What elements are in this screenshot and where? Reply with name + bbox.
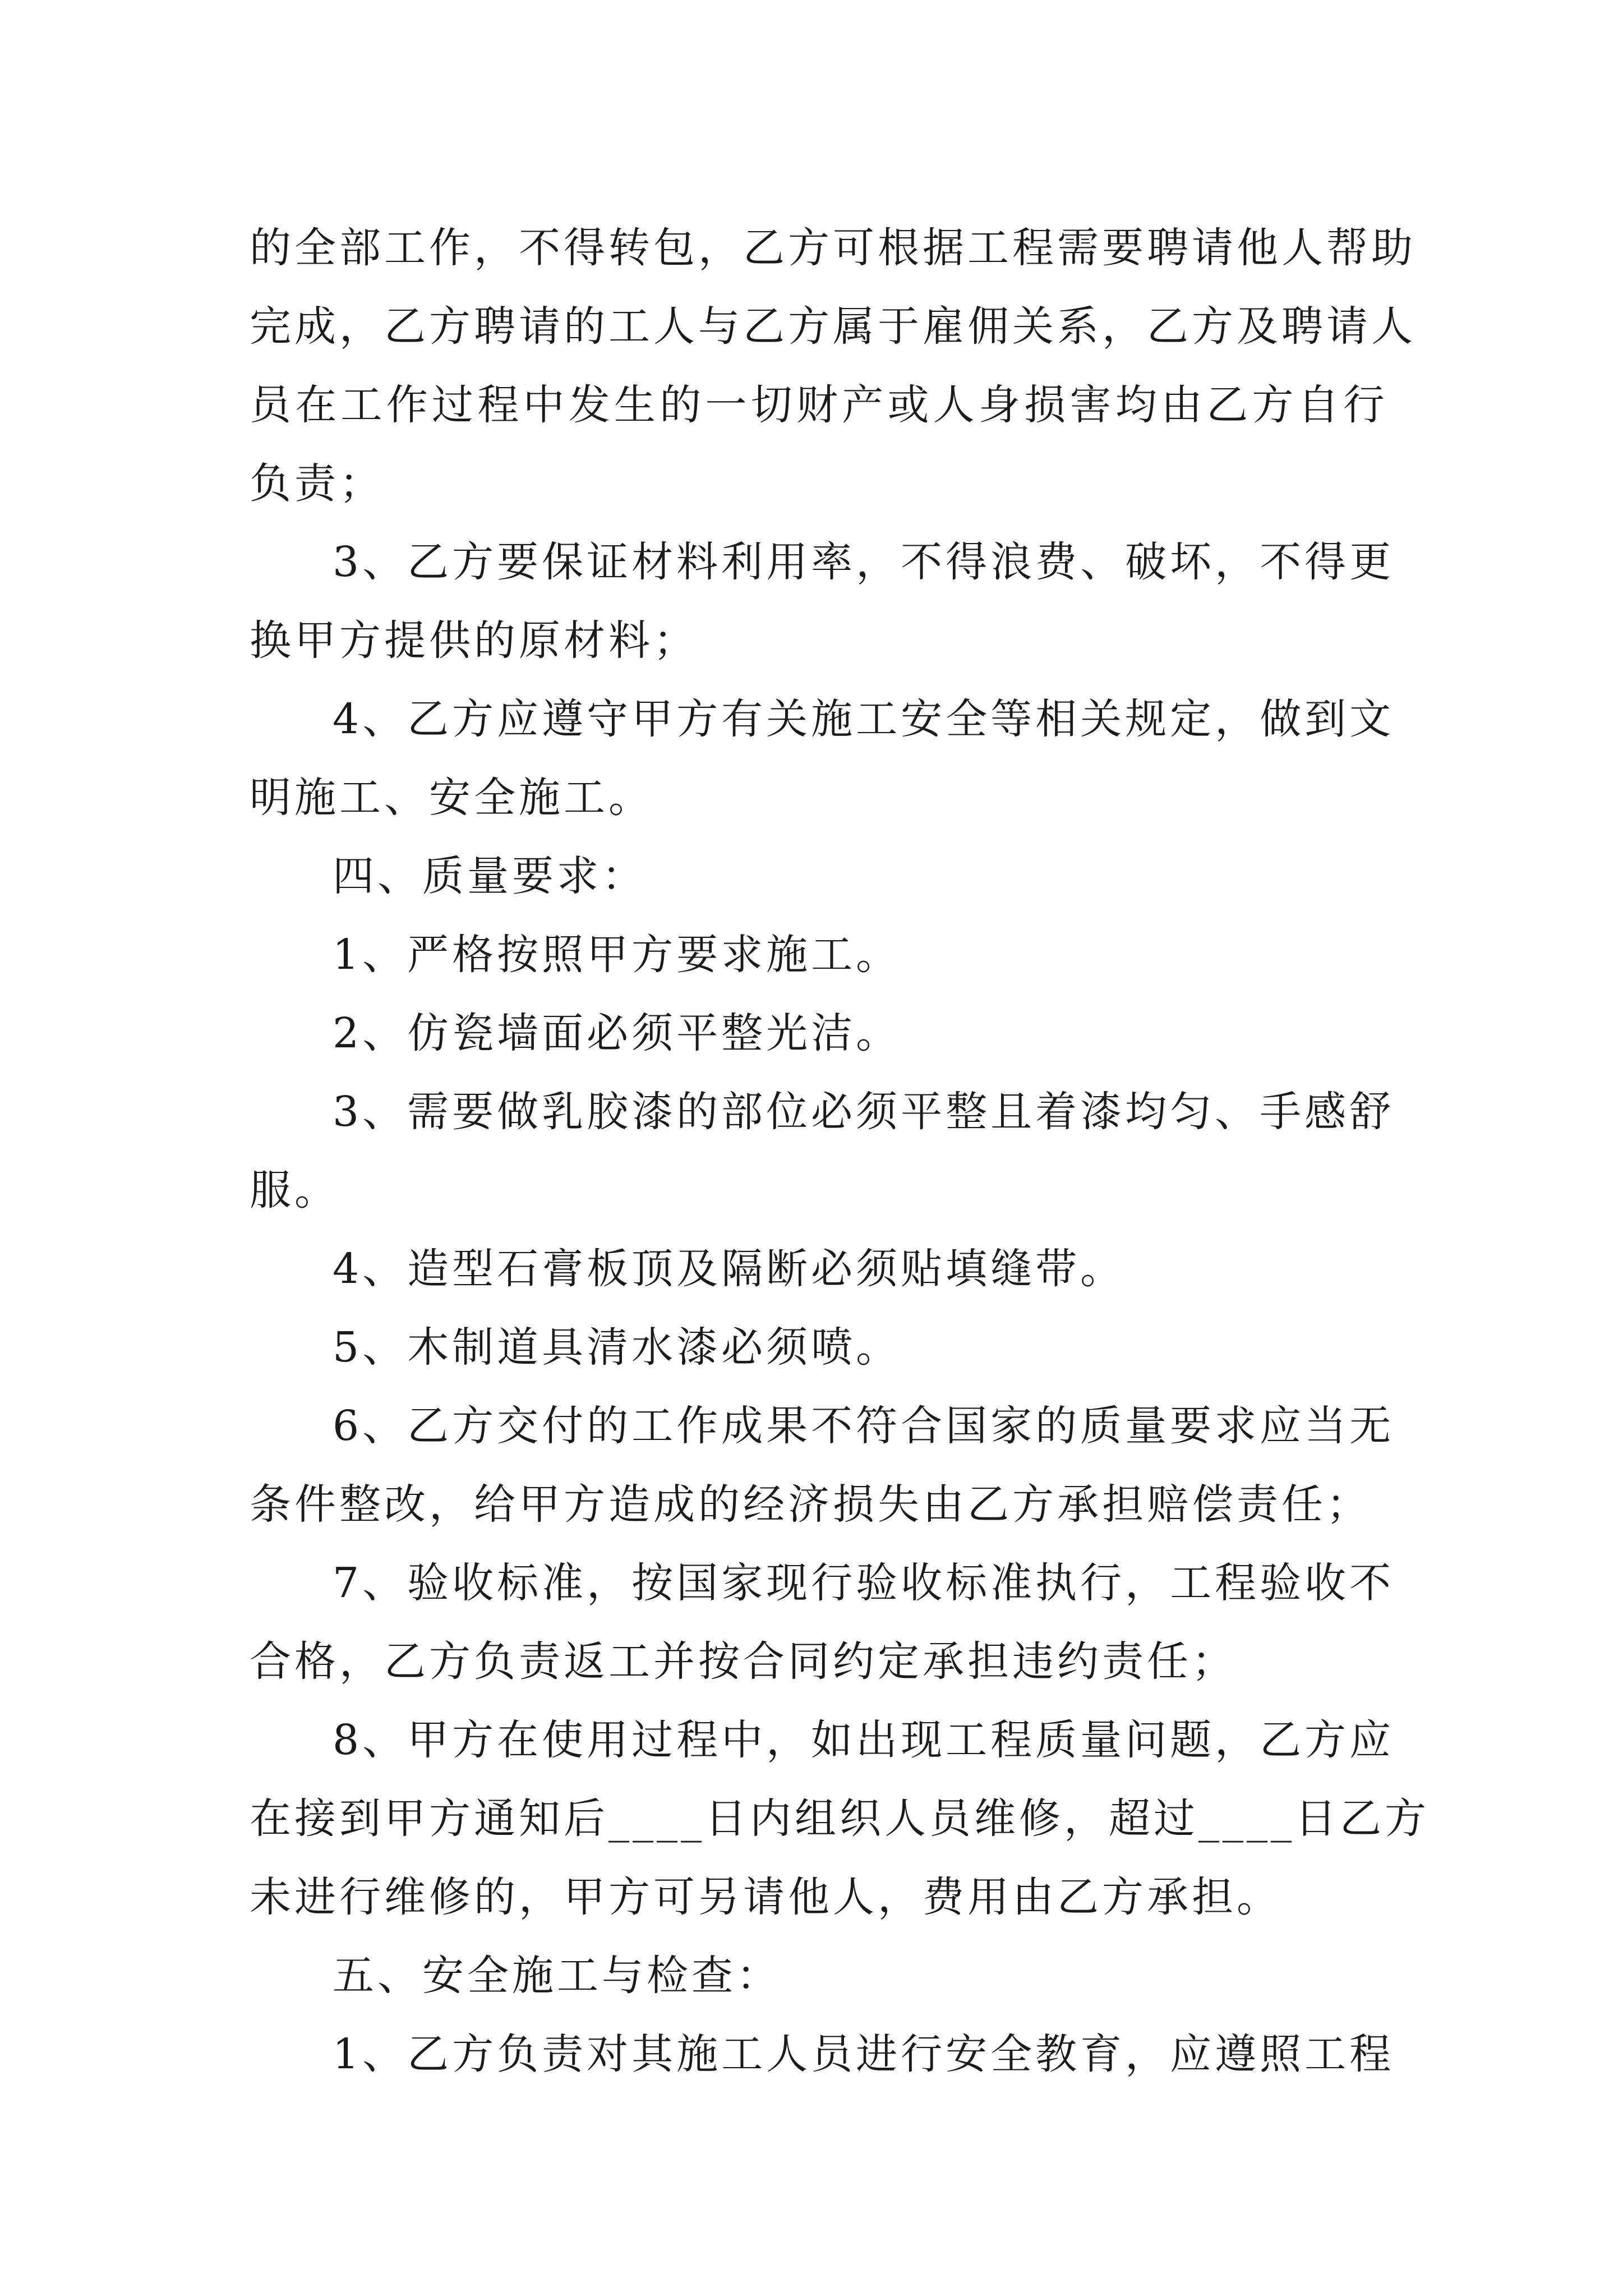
text-line: 未进行维修的，甲方可另请他人，费用由乙方承担。 bbox=[250, 1873, 1281, 1921]
text-line: 1、乙方负责对其施工人员进行安全教育，应遵照工程 bbox=[333, 2030, 1395, 2078]
text-line: 换甲方提供的原材料； bbox=[250, 616, 698, 665]
text-line: 2、仿瓷墙面必须平整光洁。 bbox=[333, 1009, 901, 1057]
text-line: 服。 bbox=[250, 1166, 339, 1214]
text-line: 4、乙方应遵守甲方有关施工安全等相关规定，做到文 bbox=[333, 695, 1395, 743]
text-line: 在接到甲方通知后____日内组织人员维修，超过____日乙方 bbox=[250, 1795, 1430, 1843]
text-line: 四、质量要求： bbox=[333, 852, 647, 900]
text-line: 5、木制道具清水漆必须喷。 bbox=[333, 1323, 901, 1372]
text-line: 7、验收标准，按国家现行验收标准执行，工程验收不 bbox=[333, 1559, 1395, 1607]
text-line: 明施工、安全施工。 bbox=[250, 774, 653, 822]
text-line: 1、严格按照甲方要求施工。 bbox=[333, 931, 901, 979]
text-line: 条件整改，给甲方造成的经济损失由乙方承担赔偿责任； bbox=[250, 1480, 1371, 1529]
document-body bbox=[250, 209, 1430, 2093]
text-line: 五、安全施工与检查： bbox=[333, 1952, 781, 2000]
text-line: 合格，乙方负责返工并按合同约定承担违约责任； bbox=[250, 1637, 1237, 1686]
text-line: 6、乙方交付的工作成果不符合国家的质量要求应当无 bbox=[333, 1402, 1395, 1450]
text-line: 的全部工作，不得转包，乙方可根据工程需要聘请他人帮助 bbox=[250, 224, 1416, 272]
text-line: 3、需要做乳胶漆的部位必须平整且着漆均匀、手感舒 bbox=[333, 1088, 1395, 1136]
text-line: 负责； bbox=[250, 459, 384, 508]
text-line: 员在工作过程中发生的一切财产或人身损害均由乙方自行 bbox=[250, 381, 1388, 429]
text-line: 8、甲方在使用过程中，如出现工程质量问题，乙方应 bbox=[333, 1716, 1395, 1764]
text-line: 完成，乙方聘请的工人与乙方属于雇佣关系，乙方及聘请人 bbox=[250, 302, 1416, 351]
text-line: 3、乙方要保证材料利用率，不得浪费、破坏，不得更 bbox=[333, 538, 1395, 586]
text-line: 4、造型石膏板顶及隔断必须贴填缝带。 bbox=[333, 1245, 1126, 1293]
